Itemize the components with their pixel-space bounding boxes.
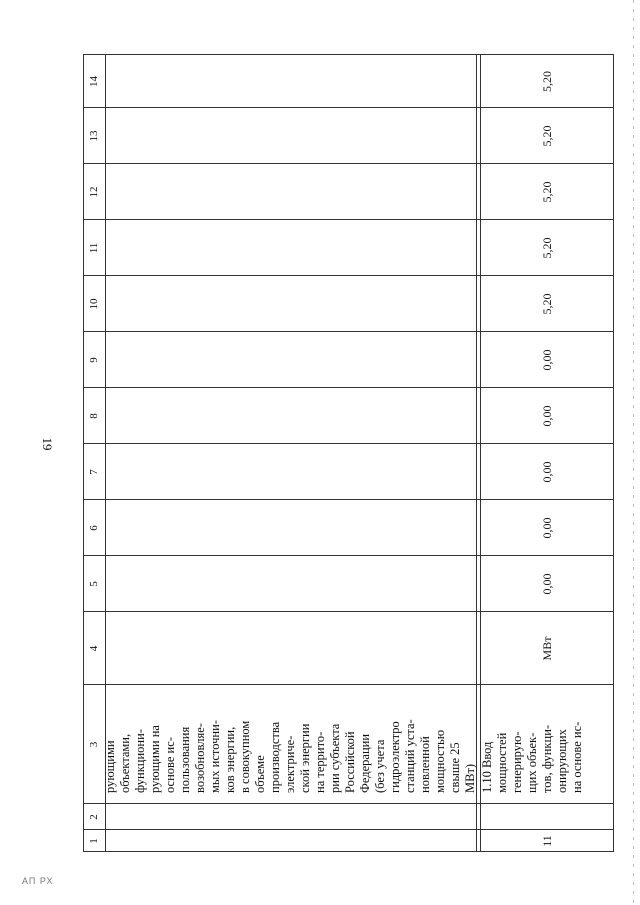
column-number: 5 <box>88 581 100 587</box>
column-number: 6 <box>88 525 100 531</box>
column-number: 3 <box>88 741 100 748</box>
row-a-line: возобновляе- <box>193 723 207 793</box>
row-b-number: 11 <box>539 835 554 847</box>
row-b-line: тов, функци- <box>540 724 554 793</box>
row-b-value: 5,20 <box>539 237 554 259</box>
column-number: 7 <box>88 469 100 475</box>
row-b-value: 5,20 <box>539 71 554 92</box>
row-b-line: щих объек- <box>525 732 539 793</box>
page-number: 19 <box>40 437 55 451</box>
row-a-line: рующими <box>103 740 117 793</box>
column-number: 12 <box>88 186 100 198</box>
column-number: 10 <box>88 298 100 310</box>
column-number: 9 <box>88 357 100 363</box>
row-a-line: станций уста- <box>403 719 417 793</box>
row-a-line: на террито- <box>313 731 327 793</box>
row-a-description <box>103 719 478 793</box>
column-number: 13 <box>88 130 100 142</box>
row-a-line: электриче- <box>283 735 297 793</box>
row-b-description <box>480 722 585 793</box>
row-b-value: 0,00 <box>539 461 554 483</box>
column-number: 8 <box>88 413 100 419</box>
column-number: 2 <box>88 814 100 820</box>
column-number: 1 <box>88 838 100 844</box>
row-a-line: объектами, <box>118 733 132 793</box>
row-a-line: свыше 25 <box>448 742 462 793</box>
column-number: 11 <box>88 242 100 254</box>
row-b-line: генерирую- <box>510 731 524 793</box>
row-b-unit: МВт <box>539 636 554 661</box>
row-a-line: новленной <box>418 736 432 793</box>
row-a-line: пользования <box>178 726 192 793</box>
row-b-value: 5,20 <box>539 125 554 147</box>
row-a-line: ков энергии, <box>223 726 237 793</box>
column-number: 4 <box>88 645 100 652</box>
row-b-value: 0,00 <box>539 517 554 539</box>
row-a-line: рии субъекта <box>328 723 342 793</box>
data-table <box>83 54 614 852</box>
row-a-line: основе ис- <box>163 737 177 793</box>
row-a-line: рующими на <box>148 725 162 793</box>
row-a-line: МВт) <box>463 763 477 793</box>
row-a-line: Федерации <box>358 733 372 793</box>
row-a-line: (без учета <box>373 739 387 793</box>
row-b-value: 0,00 <box>539 405 554 427</box>
row-b-value: 5,20 <box>539 181 554 203</box>
row-b-line: 1.10 Ввод <box>480 741 494 793</box>
row-b-value: 0,00 <box>539 349 554 371</box>
row-b-line: на основе ис- <box>570 721 584 793</box>
row-a-line: функциони- <box>133 729 147 793</box>
row-a-line: производства <box>268 721 282 793</box>
row-a-line: ской энергии <box>298 723 312 793</box>
table-border <box>83 803 614 804</box>
row-a-line: мощностью <box>433 729 447 793</box>
scan-edge-line <box>633 0 634 905</box>
table-wrapper <box>83 54 614 852</box>
row-b-value: 0,00 <box>539 573 554 595</box>
row-a-line: мых источни- <box>208 720 222 793</box>
column-number: 14 <box>88 76 100 87</box>
row-a-line: гидроэлектро <box>388 721 402 793</box>
row-b-value: 5,20 <box>539 293 554 315</box>
row-a-line: в совокупном <box>238 720 252 793</box>
row-a-line: объеме <box>253 755 267 793</box>
row-a-line: Российской <box>343 731 357 793</box>
row-b-line: онирующих <box>555 729 569 793</box>
row-b-line: мощностей <box>495 732 509 793</box>
table-border <box>613 54 614 852</box>
archive-stamp: АП РХ <box>22 876 54 886</box>
